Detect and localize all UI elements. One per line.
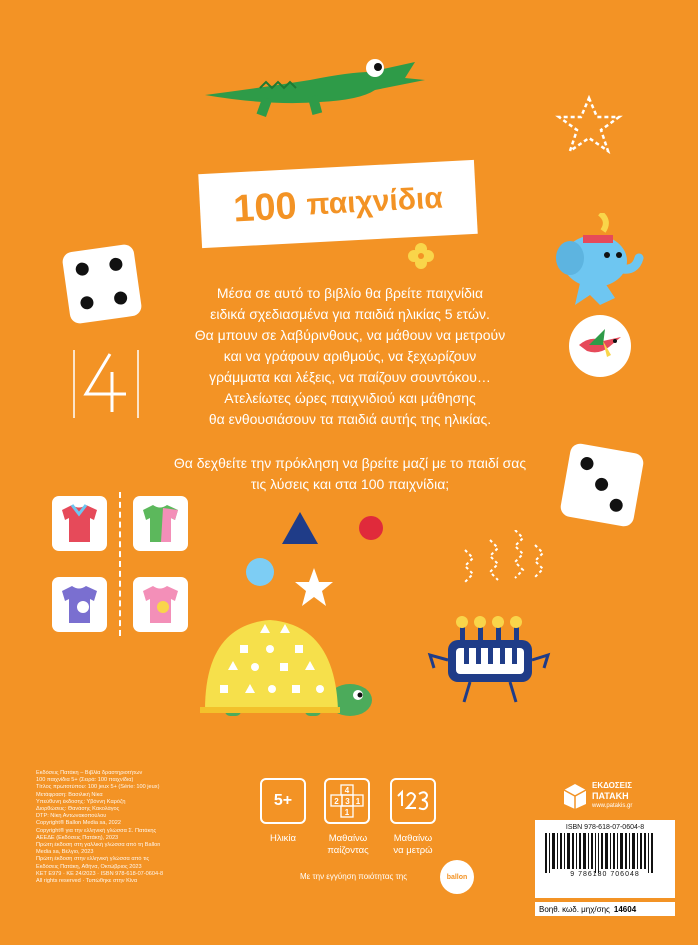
- count-badge: [390, 778, 436, 824]
- age-badge: [260, 778, 306, 824]
- publisher-url: www.patakis.gr: [592, 803, 633, 809]
- description-line: θα ενθουσιάσουν τα παιδιά αυτής της ηλικίας.: [208, 411, 492, 427]
- challenge-text: [130, 453, 570, 495]
- play-caption: [313, 833, 383, 857]
- count-caption-line: να μετρώ: [393, 845, 433, 856]
- barcode-digits: 9 786180 706048: [570, 871, 640, 878]
- age-caption: Ηλικία: [269, 833, 297, 844]
- shirt-grid-divider: [119, 492, 123, 636]
- shirt-card-purple: [52, 577, 107, 632]
- description-line: Μέσα σε αυτό το βιβλίο θα βρείτε παιχνίδια: [216, 285, 484, 301]
- credit-line: Media sa, Βέλγιο, 2023: [36, 849, 94, 856]
- title-number: 100: [232, 184, 298, 230]
- description-line: γράμματα και λέξεις, να παίζουν σουντόκου…: [209, 369, 491, 385]
- credit-line: ΑΕΕΔΕ (Εκδόσεις Πατάκη), 2023: [36, 834, 119, 841]
- description-line: ειδικά σχεδιασμένα για παιδιά ηλικίας 5 ετών.: [210, 306, 490, 322]
- shirt-card-red: [52, 496, 107, 551]
- credit-line: Υπεύθυνη έκδοσης: Υβόννη Καρόζη: [36, 798, 126, 805]
- publisher-box-icon: [562, 782, 588, 810]
- die-four-icon: [61, 243, 142, 324]
- description-line: Ατελείωτες ώρες παιχνιδιού και μάθησης: [224, 390, 476, 406]
- number-four-tracing: [72, 348, 140, 420]
- credit-line: Τίτλος πρωτοτύπου: 100 jeux 5+ (Série: 100 jeux): [36, 784, 160, 791]
- credits-block: [36, 770, 201, 885]
- dashed-star-icon: [555, 95, 623, 155]
- credit-line: ΚΕΤ Ε979 · ΚΕ 24/2023 · ISBN 978-618-07-0604-8: [36, 870, 164, 877]
- tshirt-icon: [133, 496, 188, 551]
- credit-line: Copyright® για την ελληνική γλώσσα Σ. Πατάκης: [36, 827, 157, 834]
- product-code: [535, 902, 675, 916]
- description-line: Θα μπουν σε λαβύρινθους, να μάθουν να μετρούν: [194, 327, 506, 343]
- crocodile-illustration: [200, 50, 430, 120]
- challenge-line: Θα δεχθείτε την πρόκληση να βρείτε μαζί με το παιδί σας: [173, 455, 527, 471]
- parrot-circle: [569, 315, 631, 377]
- quality-guarantee: Με την εγγύηση ποιότητας της: [300, 872, 408, 881]
- ballon-logo: ballon: [440, 860, 474, 894]
- publisher-name-line1: ΕΚΔΟΣΕΙΣ: [592, 781, 633, 790]
- credit-line: Μετάφραση: Βασιλική Νίκα: [36, 791, 103, 798]
- svg-text:4: 4: [344, 786, 350, 795]
- publisher-name-line2: ΠΑΤΑΚΗ: [592, 791, 629, 801]
- credit-line: Πρώτη έκδοση στη γαλλική γλώσσα από τη Ballon: [36, 842, 161, 849]
- svg-text:2: 2: [334, 797, 339, 806]
- parrot-icon: [569, 315, 631, 377]
- credit-line: Εκδόσεις Πατάκη – Βιβλία δραστηριοτήτων: [36, 770, 143, 776]
- turtle-illustration: [200, 615, 380, 720]
- svg-text:3: 3: [345, 797, 350, 806]
- credit-line: Διορθώσεις: Θανάσης Κακολάγος: [36, 806, 120, 813]
- title-word: παιχνίδια: [305, 181, 444, 222]
- robot-illustration: [420, 530, 560, 705]
- shapes-illustration: [238, 510, 388, 610]
- book-title: [198, 160, 477, 248]
- credit-line: Εκδόσεις Πατάκη, Αθήνα, Οκτώβριος 2023: [36, 863, 142, 870]
- challenge-line: τις λύσεις και στα 100 παιχνίδια;: [250, 476, 450, 492]
- die-three-icon: [559, 442, 645, 528]
- svg-text:1: 1: [355, 797, 361, 806]
- credit-line: Πρώτη έκδοση στην ελληνική γλώσσα από τις: [36, 856, 150, 863]
- flower-icon: [408, 243, 434, 269]
- credit-line: 100 παιχνίδια 5+ (Σειρά: 100 παιχνίδια): [36, 777, 134, 784]
- credit-line: Copyright® Ballon Media sa, 2022: [36, 820, 121, 827]
- shirt-card-pink: [133, 577, 188, 632]
- shirt-card-green: [133, 496, 188, 551]
- age-value: 5+: [273, 792, 293, 809]
- svg-text:1: 1: [344, 808, 350, 817]
- hopscotch-icon: [330, 784, 364, 818]
- tshirt-icon: [52, 577, 107, 632]
- count-caption-line: Μαθαίνω: [393, 833, 433, 844]
- credit-line: DTP: Νίκη Αντωνακοπούλου: [36, 813, 107, 820]
- product-code-value: 14604: [613, 904, 637, 914]
- product-code-label: Βοηθ. κωδ. μηχ/σης: [539, 904, 610, 914]
- play-caption-line: Μαθαίνω: [328, 833, 368, 844]
- count-caption: [378, 833, 448, 857]
- hopscotch-badge: [324, 778, 370, 824]
- isbn-block: [535, 820, 675, 898]
- tshirt-icon: [52, 496, 107, 551]
- tshirt-icon: [133, 577, 188, 632]
- publisher-logo: [562, 778, 668, 814]
- description-line: και να γράφουν αριθμούς, να ξεχωρίζουν: [223, 348, 477, 364]
- play-caption-line: παίζοντας: [327, 845, 369, 856]
- elephant-illustration: [555, 213, 645, 308]
- credit-line: All rights reserved · Τυπώθηκε στην Κίνα: [36, 878, 138, 885]
- book-description: [150, 283, 550, 430]
- isbn-label: ISBN 978-618-07-0604-8: [565, 824, 645, 831]
- numbers-icon: [395, 786, 431, 816]
